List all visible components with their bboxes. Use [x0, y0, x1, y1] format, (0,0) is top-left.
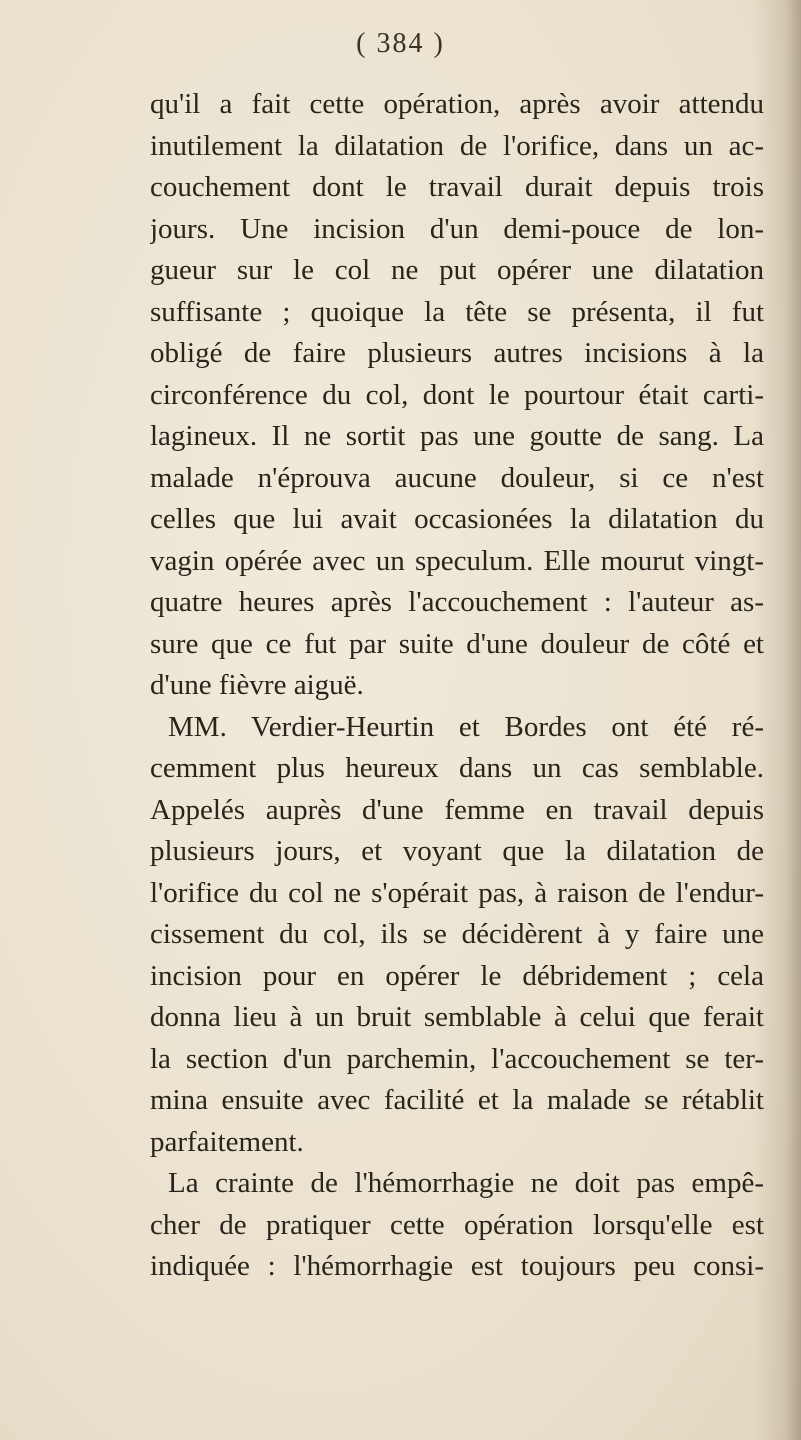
- text-line: indiquée : l'hémorrhagie est toujours peu consi-: [150, 1250, 764, 1282]
- text-line: lagineux. Il ne sortit pas une goutte de sang. La: [150, 420, 764, 452]
- text-line: donna lieu à un bruit semblable à celui que ferait: [150, 1001, 764, 1033]
- text-line: gueur sur le col ne put opérer une dilatation: [150, 254, 764, 286]
- text-line: malade n'éprouva aucune douleur, si ce n'est: [150, 461, 764, 494]
- text-line: obligé de faire plusieurs autres incisions à la: [150, 337, 764, 369]
- text-line: plusieurs jours, et voyant que la dilatation de: [150, 835, 764, 867]
- text-line: La crainte de l'hémorrhagie ne doit pas empê-: [168, 1167, 764, 1199]
- text-line: vagin opérée avec un speculum. Elle mourut vingt-: [150, 544, 764, 577]
- text-line: parfaitement.: [150, 1125, 304, 1158]
- text-line: MM. Verdier-Heurtin et Bordes ont été ré-: [168, 710, 764, 743]
- text-line: cemment plus heureux dans un cas semblable.: [150, 752, 764, 784]
- text-line: d'une fièvre aiguë.: [150, 669, 364, 701]
- text-line: cissement du col, ils se décidèrent à y faire une: [150, 918, 764, 950]
- text-line: circonférence du col, dont le pourtour était carti-: [150, 378, 764, 411]
- text-line: sure que ce fut par suite d'une douleur de côté et: [150, 627, 764, 660]
- text-line: inutilement la dilatation de l'orifice, dans un ac-: [150, 129, 764, 162]
- text-line: celles que lui avait occasionées la dilatation du: [150, 503, 764, 535]
- text-line: quatre heures après l'accouchement : l'auteur as-: [150, 586, 764, 618]
- text-line: incision pour en opérer le débridement ; cela: [150, 959, 764, 992]
- text-line: jours. Une incision d'un demi-pouce de lon-: [150, 212, 764, 245]
- page-number: ( 384 ): [356, 28, 445, 59]
- text-line: cher de pratiquer cette opération lorsqu'elle est: [150, 1208, 764, 1241]
- text-line: couchement dont le travail durait depuis trois: [150, 171, 764, 203]
- text-line: suffisante ; quoique la tête se présenta, il fut: [150, 295, 764, 328]
- text-line: l'orifice du col ne s'opérait pas, à raison de l'endur-: [150, 876, 764, 909]
- text-line: qu'il a fait cette opération, après avoir attendu: [150, 88, 764, 120]
- body-text: [150, 84, 764, 1288]
- text-line: la section d'un parchemin, l'accouchement se ter-: [150, 1042, 764, 1075]
- text-line: Appelés auprès d'une femme en travail depuis: [150, 793, 764, 826]
- text-line: mina ensuite avec facilité et la malade se rétablit: [150, 1084, 764, 1116]
